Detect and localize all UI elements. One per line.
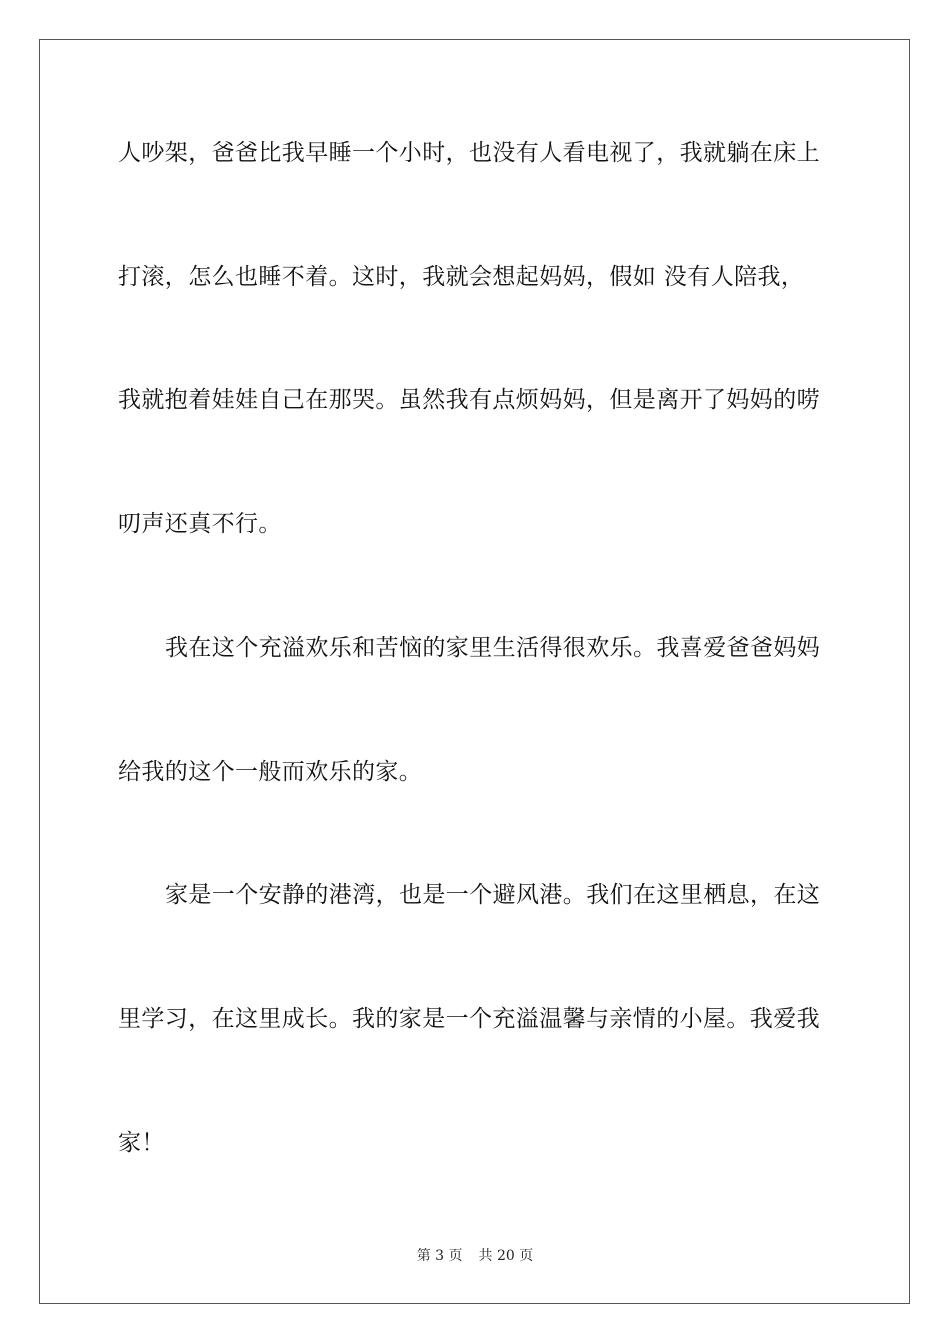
text-line: 给我的这个一般而欢乐的家。 [118,759,423,785]
page-total: 共 20 页 [478,1248,534,1264]
text-line: 打滚，怎么也睡不着。这时，我就会想起妈妈，假如 没有人陪我， [118,264,805,290]
text-line: 我就抱着娃娃自己在那哭。虽然我有点烦妈妈，但是离开了妈妈的唠 [118,387,820,413]
text-line: 叨声还真不行。 [118,511,282,537]
text-line: 家！ [118,1130,165,1156]
text-line: 里学习，在这里成长。我的家是一个充溢温馨与亲情的小屋。我爱我 [118,1006,820,1032]
paragraph-start-line: 家是一个安静的港湾，也是一个避风港。我们在这里栖息，在这 [165,882,821,908]
page-footer [0,1247,950,1265]
paragraph-start-line: 我在这个充溢欢乐和苦恼的家里生活得很欢乐。我喜爱爸爸妈妈 [165,635,821,661]
page-number: 第 3 页 [416,1248,463,1264]
page-border [39,39,910,1304]
text-line: 人吵架，爸爸比我早睡一个小时，也没有人看电视了，我就躺在床上 [118,140,820,166]
